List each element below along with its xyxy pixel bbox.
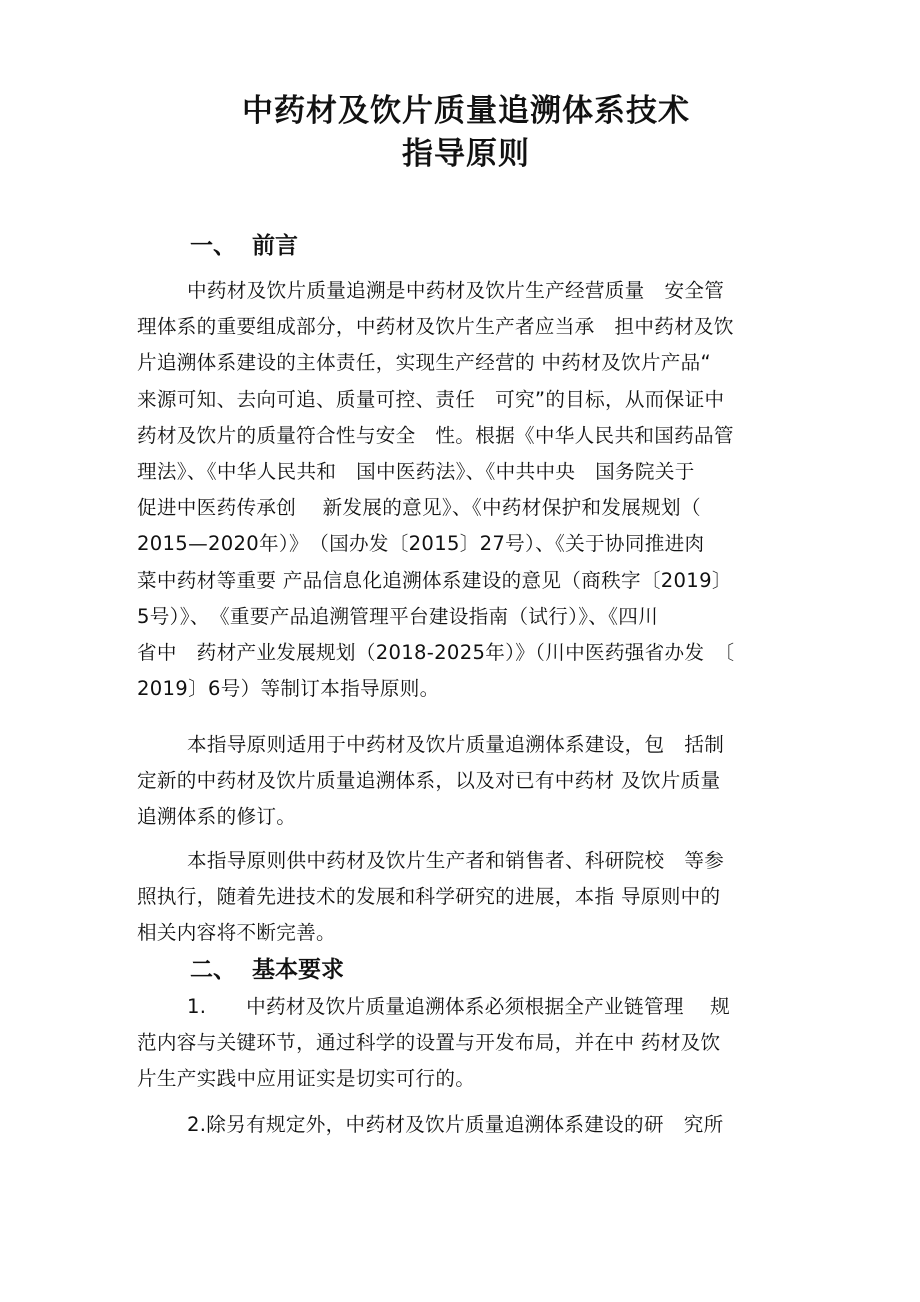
text-line: 促进中医药传承创 新发展的意见》、《中药材保护和发展规划（ — [137, 496, 701, 520]
text-line: 理体系的重要组成部分，中药材及饮片生产者应当承 担中药材及饮 — [137, 315, 734, 339]
text-line: 来源可知、去向可追、质量可控、责任 可究”的目标，从而保证中 — [137, 387, 725, 411]
paragraph-preface-1 — [137, 273, 802, 707]
text-line: 本指导原则供中药材及饮片生产者和销售者、科研院校 等参 — [187, 849, 725, 872]
section-heading-preface — [190, 231, 298, 261]
text-line: 照执行，随着先进技术的发展和科学研究的进展，本指 导原则中的 — [137, 885, 721, 909]
text-line: 药材及饮片的质量符合性与安全 性。根据《中华人民共和国药品管 — [137, 423, 734, 447]
text-line: 追溯体系的修订。 — [137, 805, 297, 829]
text-line: 2.除另有规定外，中药材及饮片质量追溯体系建设的研 究所 — [187, 1113, 724, 1136]
text-line: 1. 中药材及饮片质量追溯体系必须根据全产业链管理 规 — [187, 995, 731, 1018]
section-title: 前言 — [252, 233, 298, 259]
text-line: 中药材及饮片质量追溯是中药材及饮片生产经营质量 安全管 — [187, 279, 725, 302]
requirement-item-2 — [137, 1107, 802, 1143]
document-title-line-1: 中药材及饮片质量追溯体系技术 — [242, 93, 690, 129]
text-line: 2019〕6号）等制订本指导原则。 — [137, 677, 440, 701]
section-heading-basic-requirements — [190, 955, 344, 985]
text-line: 相关内容将不断完善。 — [137, 921, 336, 945]
text-line: 范内容与关键环节，通过科学的设置与开发布局，并在中 药材及饮 — [137, 1031, 721, 1055]
text-line: 片追溯体系建设的主体责任，实现生产经营的 中药材及饮片产品“ — [137, 351, 712, 375]
text-line: 菜中药材等重要 产品信息化追溯体系建设的意见（商秩字〔2019〕 — [137, 568, 732, 592]
section-number: 一、 — [190, 233, 236, 259]
text-line: 定新的中药材及饮片质量追溯体系，以及对已有中药材 及饮片质量 — [137, 769, 721, 793]
requirement-item-1 — [137, 989, 802, 1098]
text-line: 2015—2020年）》 （国办发〔2015〕27号）、《关于协同推进肉 — [137, 532, 705, 556]
document-title-line-2: 指导原则 — [402, 136, 530, 172]
section-number: 二、 — [190, 957, 236, 983]
text-line: 理法》、《中华人民共和 国中医药法》、《中共中央 国务院关于 — [137, 460, 695, 484]
text-line: 省中 药材产业发展规划（2018-2025年）》（川中医药强省办发 〔 — [137, 641, 735, 665]
paragraph-preface-2 — [137, 727, 802, 836]
text-line: 本指导原则适用于中药材及饮片质量追溯体系建设，包 括制 — [187, 733, 725, 756]
text-line: 5号）》、 《重要产品追溯管理平台建设指南（试行）》、《四川 — [137, 604, 659, 628]
paragraph-preface-3 — [137, 843, 802, 952]
section-title: 基本要求 — [252, 957, 344, 983]
text-line: 片生产实践中应用证实是切实可行的。 — [137, 1067, 476, 1091]
